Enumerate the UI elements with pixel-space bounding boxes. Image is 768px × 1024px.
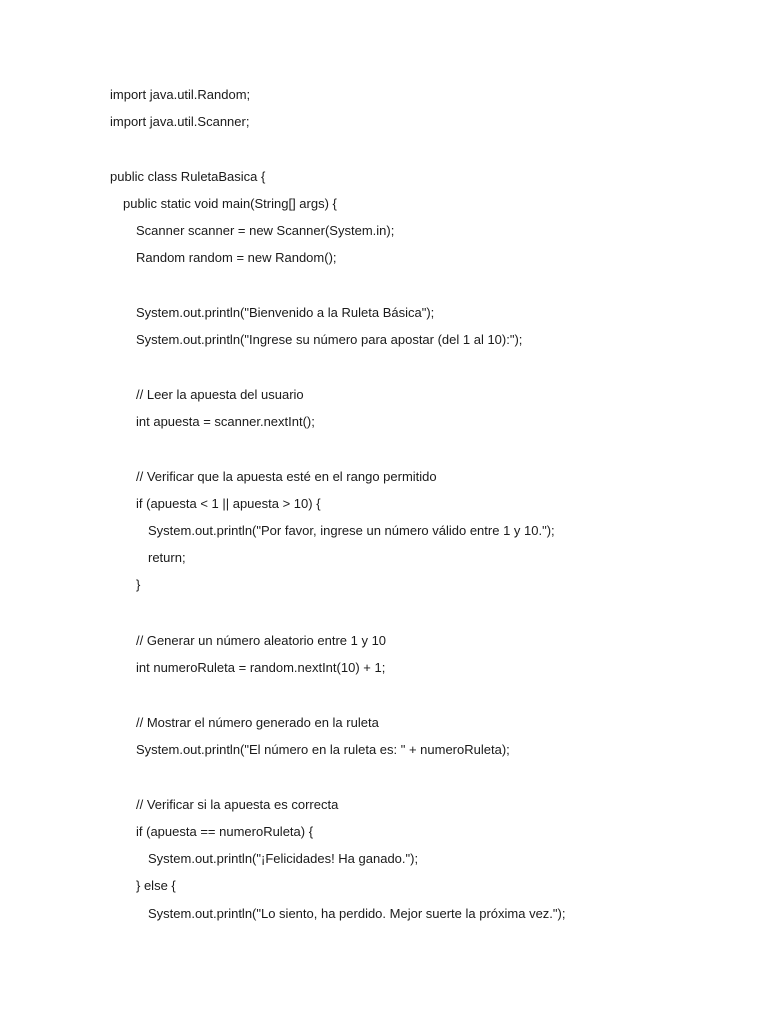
code-line-10: if (apuesta < 1 || apuesta > 10) { [136, 496, 321, 511]
code-line-16: if (apuesta == numeroRuleta) { [136, 824, 314, 839]
code-line-14: int numeroRuleta = random.nextInt(10) + 1; [136, 660, 386, 675]
code-line-1: import java.util.Random; [110, 87, 251, 102]
code-line-5: Scanner scanner = new Scanner(System.in); [136, 223, 395, 238]
code-line-18: } else { [136, 878, 176, 893]
code-line-15: System.out.println("El número en la ruleta es: " + numeroRuleta); [136, 742, 510, 757]
code-line-7: System.out.println("Bienvenido a la Ruleta Básica"); [136, 305, 435, 320]
code-line-17: System.out.println("¡Felicidades! Ha ganado."); [148, 851, 419, 866]
code-line-12: return; [148, 550, 186, 565]
code-line-6: Random random = new Random(); [136, 250, 337, 265]
code-comment-3: // Generar un número aleatorio entre 1 y 10 [136, 633, 387, 648]
code-comment-4: // Mostrar el número generado en la ruleta [136, 715, 379, 730]
code-comment-1: // Leer la apuesta del usuario [136, 387, 304, 402]
code-line-2: import java.util.Scanner; [110, 114, 250, 129]
code-line-11: System.out.println("Por favor, ingrese un número válido entre 1 y 10."); [148, 523, 555, 538]
code-line-9: int apuesta = scanner.nextInt(); [136, 414, 315, 429]
code-line-13: } [136, 577, 141, 592]
code-line-19: System.out.println("Lo siento, ha perdido. Mejor suerte la próxima vez."); [148, 906, 566, 921]
code-comment-5: // Verificar si la apuesta es correcta [136, 797, 339, 812]
code-line-8: System.out.println("Ingrese su número para apostar (del 1 al 10):"); [136, 332, 523, 347]
code-line-3: public class RuletaBasica { [110, 169, 266, 184]
code-line-4: public static void main(String[] args) { [123, 196, 337, 211]
code-comment-2: // Verificar que la apuesta esté en el rango permitido [136, 469, 437, 484]
